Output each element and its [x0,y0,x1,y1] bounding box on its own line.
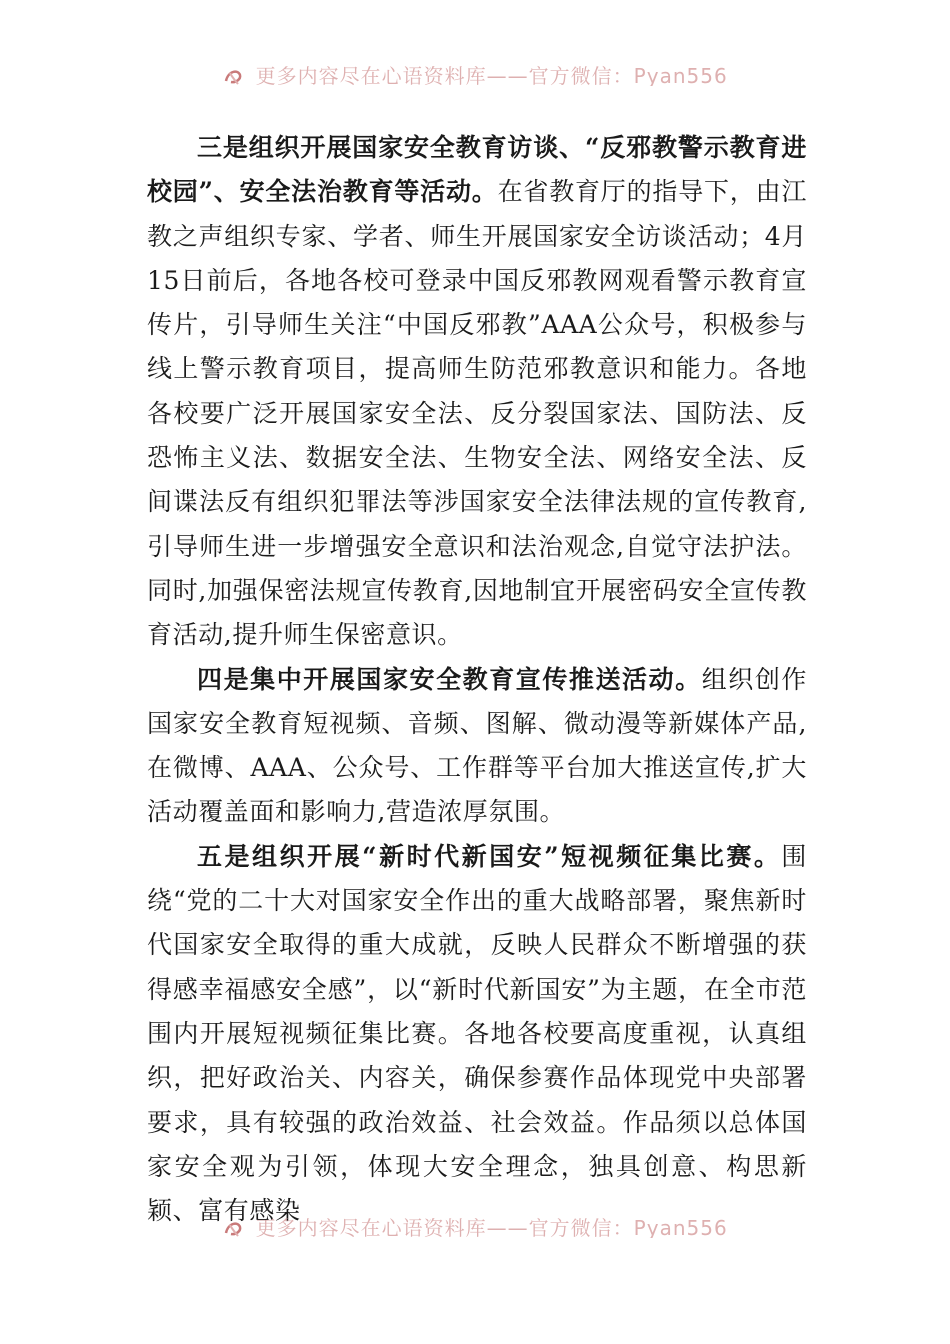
paragraph-lead: 五是组织开展“新时代新国安”短视频征集比赛。 [197,841,782,871]
logo-icon [222,65,244,86]
document-body [147,126,807,1233]
paragraph [147,658,807,835]
logo-icon [222,1217,244,1238]
watermark-text: 更多内容尽在心语资料库——官方微信：Pyan556 [255,64,728,86]
paragraph-lead: 三是组织开展国家安全教育访谈、“反邪教警示教育进校园”、安全法治教育等活动。 [147,133,807,207]
paragraph-body: 组织创作国家安全教育短视频、音频、图解、微动漫等新媒体产品,在微博、AAA、公众号、工作群等平台加大推送宣传,扩大活动覆盖面和影响力,营造浓厚氛围。 [147,664,807,827]
watermark-text: 更多内容尽在心语资料库——官方微信：Pyan556 [255,1216,728,1238]
paragraph-lead: 四是集中开展国家安全教育宣传推送活动。 [197,664,702,694]
footer-watermark [0,1212,950,1238]
paragraph [147,835,807,1234]
paragraph [147,126,807,658]
paragraph-body: 围绕“党的二十大对国家安全作出的重大战略部署，聚焦新时代国家安全取得的重大成就，反映人民群众不断增强的获得感幸福感安全感”，以“新时代新国安”为主题，在全市范围内开展短视频征集比赛。各地各校要高度重视，认真组织，把好政治关、内容关，确保参赛作品体现党中央部署要求，具有较强的政治效益、社会效益。作品须以总体国家安全观为引领，体现大安全理念，独具创意、构思新颖、富有感染 [147,841,807,1226]
paragraph-body: 在省教育厅的指导下，由江教之声组织专家、学者、师生开展国家安全访谈活动；4月15日前后，各地各校可登录中国反邪教网观看警示教育宣传片，引导师生关注“中国反邪教”AAA公众号，积极参与线上警示教育项目，提高师生防范邪教意识和能力。各地各校要广泛开展国家安全法、反分裂国家法、国防法、反恐怖主义法、数据安全法、生物安全法、网络安全法、反间谍法反有组织犯罪法等涉国家安全法律法规的宣传教育,引导师生进一步增强安全意识和法治观念,自觉守法护法。同时,加强保密法规宣传教育,因地制宜开展密码安全宣传教育活动,提升师生保密意识。 [147,177,808,650]
header-watermark [0,60,950,86]
